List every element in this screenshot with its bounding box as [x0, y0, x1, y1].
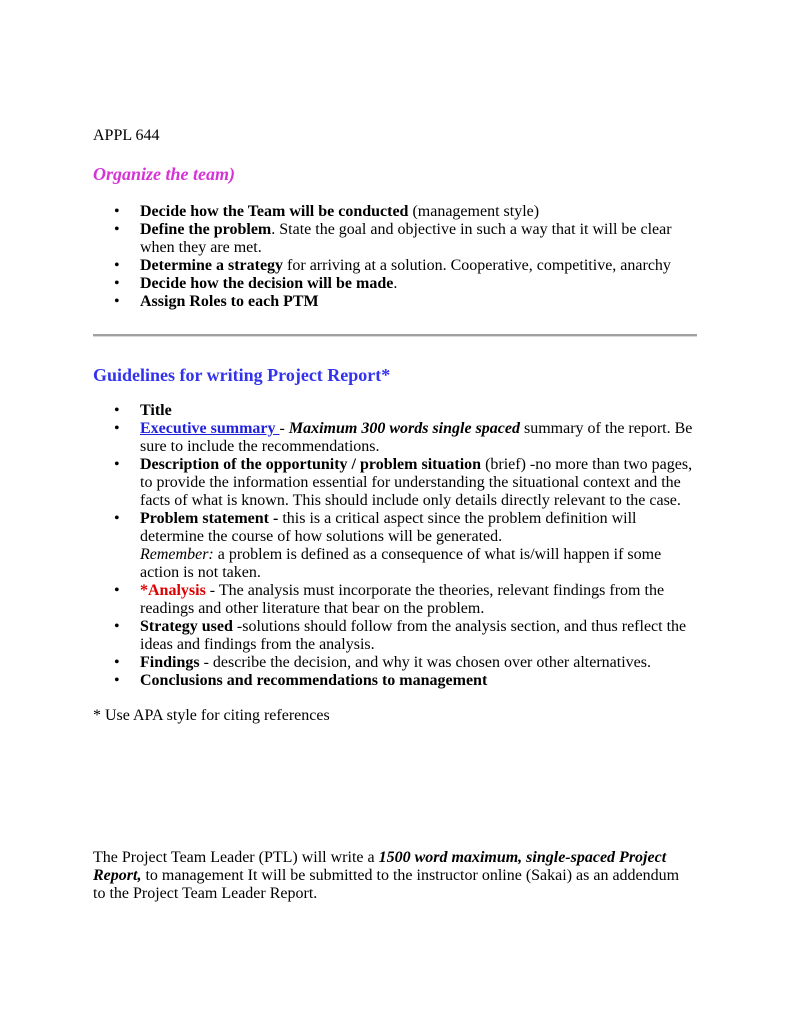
executive-summary-link[interactable]: Executive summary [140, 420, 280, 437]
bullet-icon: • [114, 402, 120, 419]
guidelines-heading: Guidelines for writing Project Report* [93, 365, 391, 385]
bullet-icon: • [114, 420, 120, 437]
bullet-icon: • [114, 203, 120, 220]
bullet-icon: • [114, 582, 120, 599]
list-item: • Determine a strategy for arriving at a solution. Cooperative, competitive, anarchy [114, 257, 671, 274]
list-item-strategy: • Strategy used -solutions should follow from the analysis section, and thus reflect the ideas and findings from the analysis. [114, 618, 687, 653]
ptl-paragraph: The Project Team Leader (PTL) will write a 1500 word maximum, single-spaced Project Report, to management It will be submitted to the instructor online (Sakai) as an addendum to the Project Team Leader Report. [93, 849, 680, 902]
bullet-icon: • [114, 654, 120, 671]
list-item: • Decide how the Team will be conducted (management style) [114, 203, 540, 220]
list-item-executive-summary: • Executive summary - Maximum 300 words single spaced summary of the report. Be sure to include the recommendations. [114, 420, 693, 455]
bullet-icon: • [114, 221, 120, 238]
list-item: • Assign Roles to each PTM [114, 293, 319, 310]
bullet-icon: • [114, 275, 120, 292]
bullet-icon: • [114, 618, 120, 635]
bullet-icon: • [114, 510, 120, 527]
list-item: • Define the problem. State the goal and objective in such a way that it will be clear when they are met. [114, 221, 672, 256]
guidelines-list [114, 402, 704, 690]
list-item-findings: • Findings - describe the decision, and why it was chosen over other alternatives. [114, 654, 651, 671]
apa-footnote: * Use APA style for citing references [93, 707, 330, 724]
organize-team-list [114, 203, 704, 311]
list-item: • Decide how the decision will be made. [114, 275, 398, 292]
course-code: APPL 644 [93, 127, 160, 144]
list-item-problem-statement: • Problem statement - this is a critical aspect since the problem definition will determine the course of how solutions will be generated. Remember: a problem is defined as a consequence of what is/will happen if some action is not taken. [114, 510, 662, 581]
list-item-analysis: • *Analysis - The analysis must incorporate the theories, relevant findings from the readings and other literature that bear on the problem. [114, 582, 665, 617]
organize-team-heading: Organize the team) [93, 164, 235, 184]
horizontal-divider [93, 334, 697, 337]
bullet-icon: • [114, 672, 120, 689]
bullet-icon: • [114, 293, 120, 310]
list-item-title: • Title [114, 402, 172, 419]
bullet-icon: • [114, 257, 120, 274]
list-item-conclusions: • Conclusions and recommendations to management [114, 672, 488, 689]
bullet-icon: • [114, 456, 120, 473]
list-item-description: • Description of the opportunity / problem situation (brief) -no more than two pages, to provide the information essential for understanding the situational context and the facts of what is known. This should include only details directly relevant to the case. [114, 456, 693, 509]
